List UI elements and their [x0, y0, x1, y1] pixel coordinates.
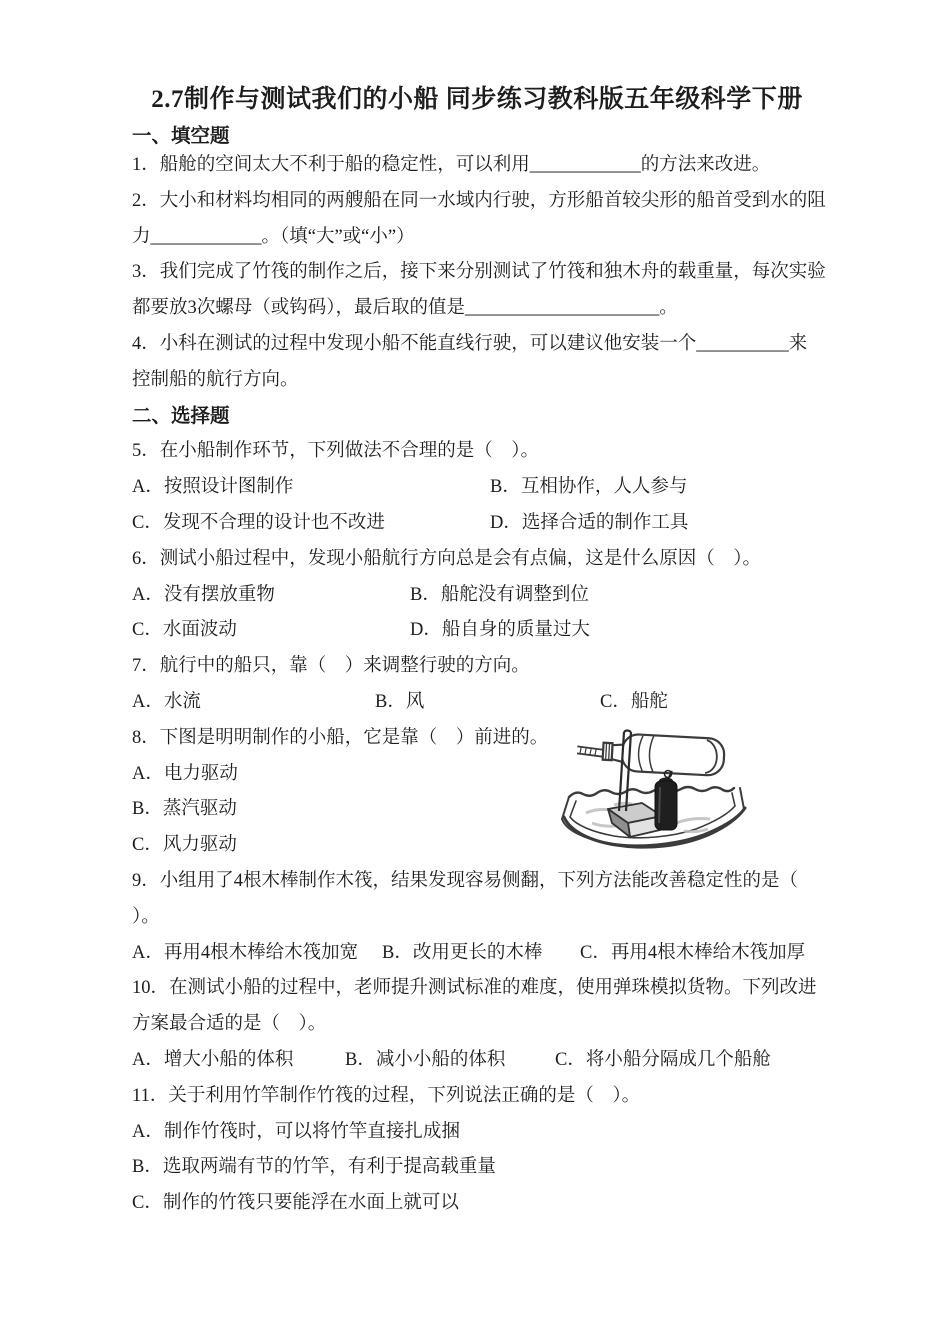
question-9-line-1: 9．小组用了4根木棒制作木筏，结果发现容易侧翻，下列方法能改善稳定性的是（: [132, 870, 799, 891]
q5-option-d: D．选择合适的制作工具: [490, 512, 689, 533]
q6-option-d: D．船自身的质量过大: [410, 620, 590, 641]
question-6-stem: 6．测试小船过程中，发现小船航行方向总是会有点偏，这是什么原因（ ）。: [132, 548, 762, 569]
question-4-line-2: 控制船的航行方向。: [132, 369, 299, 390]
question-3-line-2: 都要放3次螺母（或钩码），最后取的值是_____________________。: [132, 298, 678, 319]
q8-option-c: C．风力驱动: [132, 835, 237, 856]
section-choice-heading: 二、选择题: [132, 405, 230, 427]
question-5-options-row-1: [132, 470, 822, 506]
q7-option-b: B．风: [375, 691, 425, 712]
q11-option-c: C．制作的竹筏只要能浮在水面上就可以: [132, 1193, 459, 1214]
question-8-stem: 8．下图是明明制作的小船，它是靠（ ）前进的。: [132, 727, 549, 748]
q10-option-c: C．将小船分隔成几个船舱: [555, 1049, 771, 1070]
question-4-line-1: 4．小科在测试的过程中发现小船不能直线行驶，可以建议他安装一个__________来: [132, 333, 808, 354]
q5-option-c: C．发现不合理的设计也不改进: [132, 512, 385, 533]
question-5-stem: 5．在小船制作环节，下列做法不合理的是（ ）。: [132, 441, 540, 462]
question-10-line-2: 方案最合适的是（ ）。: [132, 1014, 327, 1035]
q7-option-c: C．船舵: [600, 691, 668, 712]
question-2-line-1: 2．大小和材料均相同的两艘船在同一水域内行驶，方形船首较尖形的船首受到水的阻: [132, 190, 826, 211]
q11-option-b: B．选取两端有节的竹竿，有利于提高载重量: [132, 1157, 496, 1178]
question-7-options-row: [132, 685, 822, 721]
q9-option-b: B．改用更长的木棒: [382, 942, 543, 963]
document-content: [132, 0, 826, 1222]
q8-option-b: B．蒸汽驱动: [132, 799, 237, 820]
question-2-line-2: 力____________。（填“大”或“小”）: [132, 226, 415, 247]
q9-option-a: A．再用4根木棒给木筏加宽: [132, 942, 359, 963]
question-10-line-1: 10．在测试小船的过程中，老师提升测试标准的难度，使用弹珠模拟货物。下列改进: [132, 978, 817, 999]
question-1: 1．船舱的空间太大不利于船的稳定性，可以利用____________的方法来改进。: [132, 155, 771, 175]
question-10-options-row: [132, 1043, 822, 1079]
question-9-line-2: ）。: [132, 906, 160, 927]
q11-option-a: A．制作竹筏时，可以将竹竿直接扎成捆: [132, 1121, 460, 1142]
question-11-stem: 11．关于利用竹竿制作竹筏的过程，下列说法正确的是（ ）。: [132, 1085, 641, 1106]
q6-option-a: A．没有摆放重物: [132, 584, 275, 605]
question-3-line-1: 3．我们完成了竹筏的制作之后，接下来分别测试了竹筏和独木舟的载重量，每次实验: [132, 262, 826, 283]
q10-option-b: B．减小小船的体积: [345, 1049, 506, 1070]
q5-option-b: B．互相协作，人人参与: [490, 477, 688, 498]
q6-option-c: C．水面波动: [132, 620, 237, 641]
q8-figure-bottle-boat-sketch-icon: [556, 727, 748, 859]
question-9-options-row: [132, 936, 822, 972]
question-5-options-row-2: [132, 506, 822, 542]
question-7-stem: 7．航行中的船只，靠（ ）来调整行驶的方向。: [132, 656, 530, 677]
q10-option-a: A．增大小船的体积: [132, 1049, 294, 1070]
q5-option-a: A．按照设计图制作: [132, 477, 294, 498]
section-fill-blank-heading: 一、填空题: [132, 126, 230, 147]
q6-option-b: B．船舵没有调整到位: [410, 584, 589, 605]
page-title: 2.7制作与测试我们的小船 同步练习教科版五年级科学下册: [151, 86, 803, 113]
q8-option-a: A．电力驱动: [132, 763, 238, 784]
q7-option-a: A．水流: [132, 691, 201, 712]
q9-option-c: C．再用4根木棒给木筏加厚: [580, 942, 806, 963]
question-6-options-row-2: [132, 613, 822, 649]
question-6-options-row-1: [132, 578, 822, 614]
